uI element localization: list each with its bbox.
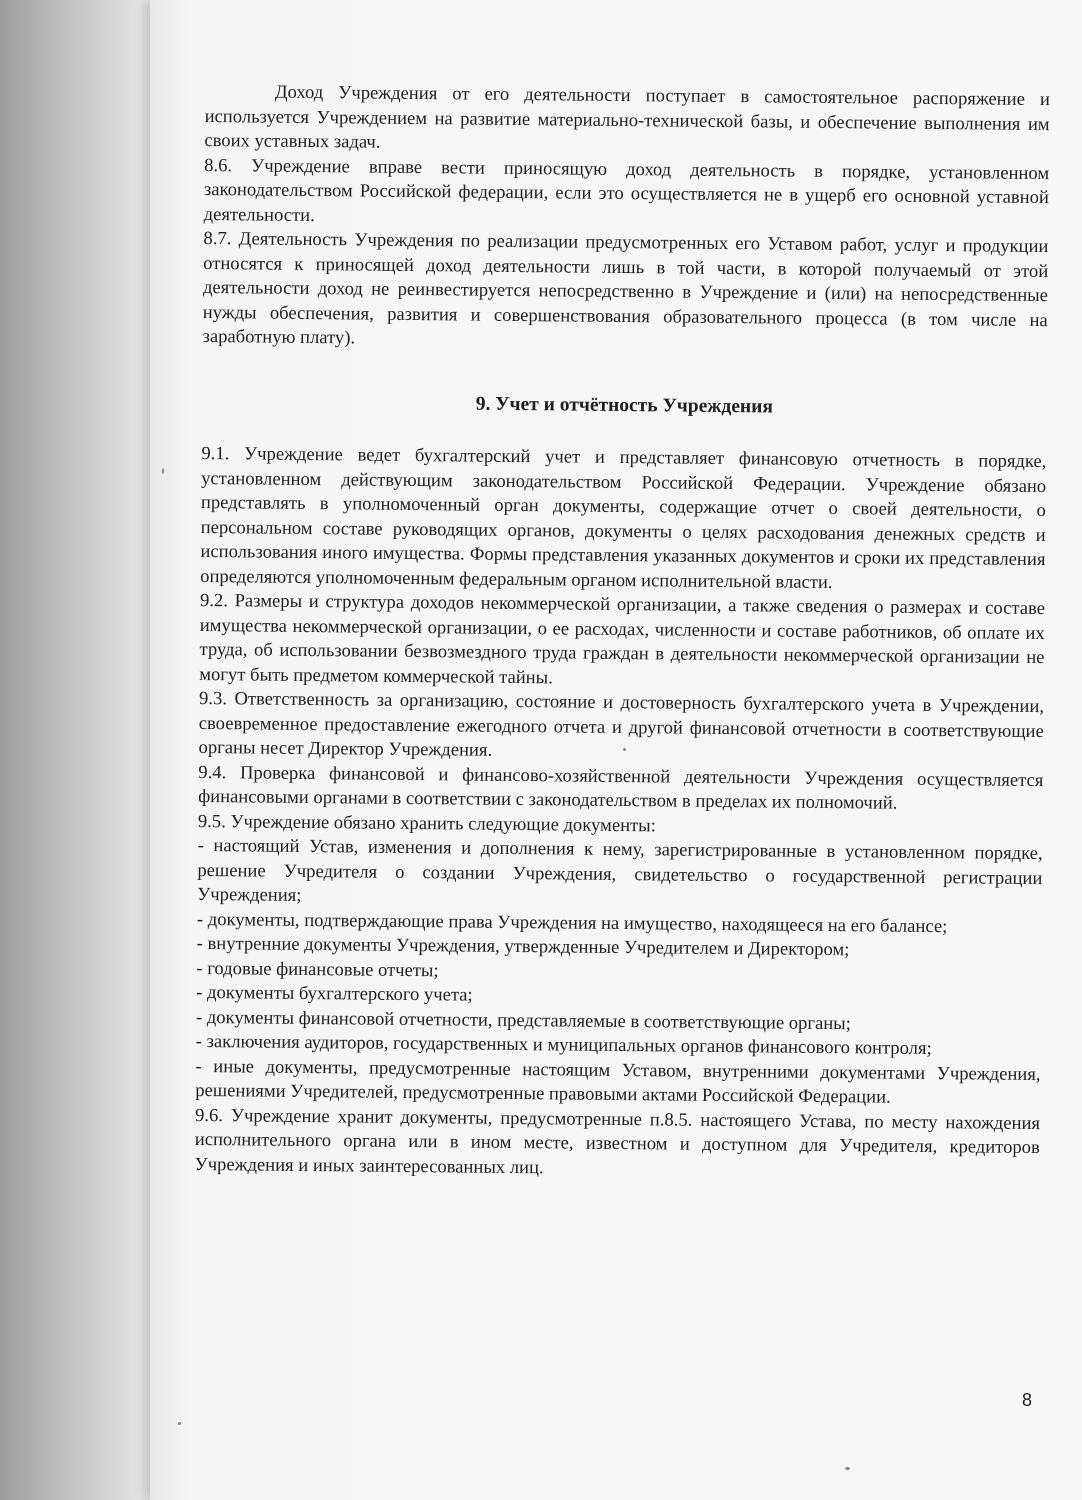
clause-9-6: 9.6. Учреждение хранит документы, предусмотренные п.8.5. настоящего Устава, по месту нахождения исполнительного органа или в ином месте, известном и доступном для Учредителя, кредиторов Учреждения и иных заинтересованных лиц. <box>194 1104 1041 1178</box>
page-number: 8 <box>1022 1390 1033 1410</box>
list-item: - заключения аудиторов, государственных и муниципальных органов финансового контроля; <box>195 1030 932 1060</box>
list-item: - документы, подтверждающие права Учреждения на имущество, находящееся на его балансе; <box>196 908 948 937</box>
clause-9-3: 9.3. Ответственность за организацию, состояние и достоверность бухгалтерского учета в Учреждении, своевременное предоставление ежегодного отчета и другой финансовой отчетности в соответствующие органы несет Директор Учреждения. <box>198 687 1045 761</box>
list-item: - годовые финансовые отчеты; <box>196 957 439 981</box>
list-item: - документы бухгалтерского учета; <box>196 981 473 1006</box>
scan-speck <box>162 468 164 474</box>
clause-9-2: 9.2. Размеры и структура доходов некоммерческой организации, а также сведения о размерах и составе имущества некоммерческой организации, о ее расходах, численности и составе работников, об оплате их труда, об использовании безвозмездного труда граждан в деятельности некоммерческой организации не могут быть предметом коммерческой тайны. <box>199 589 1046 688</box>
scan-speck <box>845 1467 850 1470</box>
clause-8-7: 8.7. Деятельность Учреждения по реализации предусмотренных его Уставом работ, услуг и продукции относятся к приносящей доход деятельности лишь в той части, в которой получаемый от этой деятельности доход не реинвестируется непосредственно в Учреждение и (или) на непосредственные нужды обеспечения, развития и совершенствования образовательного процесса (в том числе на заработную плату). <box>202 227 1049 349</box>
list-item: - иные документы, предусмотренные настоящим Уставом, внутренними документами Учреждения, решениями Учредителей, предусмотренные правовыми актами Российской Федерации. <box>195 1055 1041 1108</box>
section-heading: 9. Учет и отчётность Учреждения <box>475 393 774 417</box>
document-body <box>194 80 1049 1185</box>
clause-9-4: 9.4. Проверка финансовой и финансово-хозяйственной деятельности Учреждения осуществляется финансовыми органами в соответствии с законодательством в пределах их полномочий. <box>198 761 1044 814</box>
list-item: - документы финансовой отчетности, представляемые в соответствующие органы; <box>195 1006 851 1034</box>
clause-8-6: 8.6. Учреждение вправе вести приносящую доход деятельность в порядке, установленном законодательством Российской федерации, если это осуществляется не в ущерб его основной уставной деятельности. <box>203 154 1050 226</box>
list-item: - внутренние документы Учреждения, утвержденные Учредителем и Директором; <box>196 932 850 961</box>
scan-speck <box>178 1422 181 1425</box>
clause-9-5: 9.5. Учреждение обязано хранить следующие документы: <box>197 810 656 836</box>
list-item: - настоящий Устав, изменения и дополнения к нему, зарегистрированные в установленном порядке, решение Учредителя о создании Учреждения, свидетельство о государственной регистрации Учреждения; <box>197 834 1043 906</box>
clause-9-1: 9.1. Учреждение ведет бухгалтерский учет и представляет финансовую отчетность в порядке, установленном действующим законодательством Российской Федерации. Учреждение обязано представлять в уполномоченный орган документы, содержащие отчет о своей деятельности, о персональном составе руководящих органов, документы о целях расходования денежных средств и использования иного имущества. Формы представления указанных документов и сроки их представления определяются уполномоченным федеральным органом исполнительной власти. <box>200 442 1047 593</box>
intro-paragraph: Доход Учреждения от его деятельности поступает в самостоятельное распоряжение и используется Учреждением на развитие материально-технической базы, и обеспечение выполнения им своих уставных задач. <box>204 81 1050 153</box>
